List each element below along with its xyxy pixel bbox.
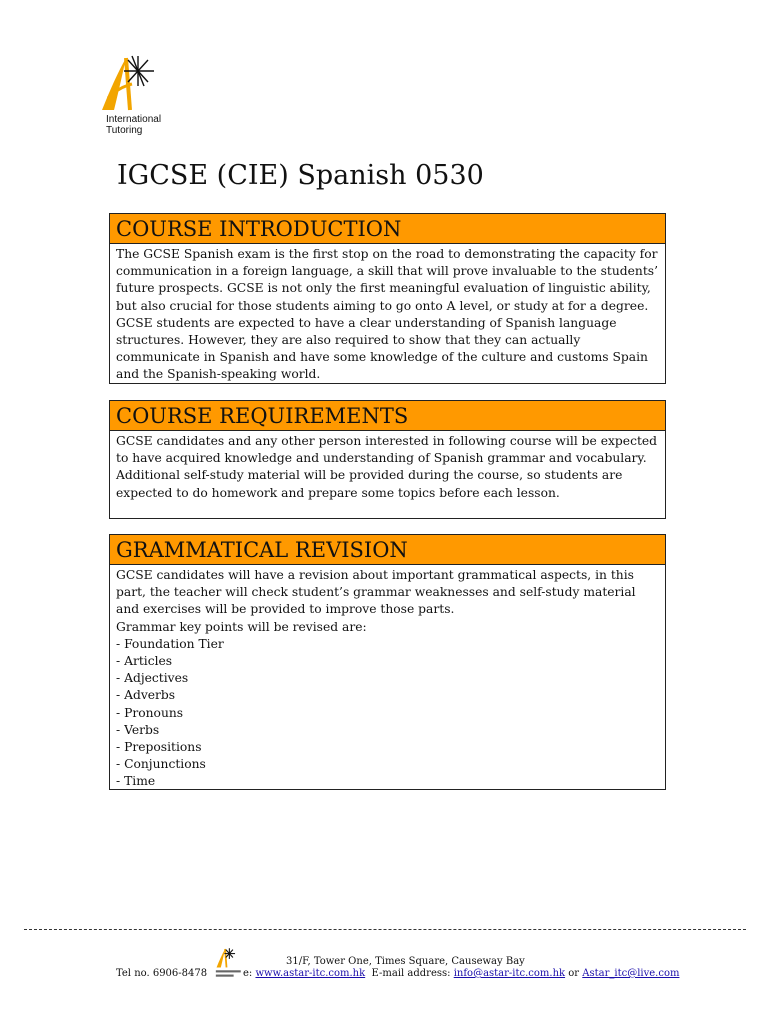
section-paragraph: The GCSE Spanish exam is the first stop on the road to demonstrating the capacity for communication in a foreign language, a skill that will prove invaluable to the students’ future prospects. GCSE is not only the first meaningful evaluation of linguistic ability, but also crucial for those students aiming to go onto A level, or study at for a degree. GCSE students are expected to have a clear understanding of Spanish language structures. However, they are also required to show that they can actually communicate in Spanish and have some knowledge of the culture and customs Spain and the Spanish-speaking world.: [116, 247, 659, 382]
section-body: [110, 431, 665, 505]
website-link[interactable]: www.astar-itc.com.hk: [255, 968, 366, 979]
section-course-requirements: [109, 400, 666, 519]
footer-logo: [213, 946, 245, 980]
logo-line-2: Tutoring: [106, 125, 143, 136]
page-title: IGCSE (CIE) Spanish 0530: [117, 160, 484, 191]
grammar-list-intro: Grammar key points will be revised are:: [116, 619, 367, 634]
list-item: - Verbs: [116, 722, 160, 737]
footer-or: or: [568, 968, 580, 979]
section-heading: COURSE REQUIREMENTS: [110, 401, 665, 431]
section-body: [110, 244, 665, 387]
list-item: - Articles: [116, 654, 173, 669]
list-item: - Conjunctions: [116, 757, 206, 772]
email-link-live[interactable]: Astar_itc@live.com: [582, 968, 680, 979]
section-course-introduction: [109, 213, 666, 384]
footer-tel: Tel no. 6906-8478: [116, 968, 208, 979]
footer-logo-mark-icon: [213, 946, 245, 980]
logo-line-1: International: [106, 114, 162, 125]
section-paragraph: GCSE candidates and any other person interested in following course will be expected to have acquired knowledge and understanding of Spanish grammar and vocabulary. Additional self-study material will be provided during the course, so students are expected to do homework and prepare some topics before each lesson.: [116, 434, 658, 500]
list-item: - Adjectives: [116, 671, 189, 686]
list-item: - Adverbs: [116, 688, 176, 703]
footer-contact-line: [243, 968, 679, 979]
company-logo: [92, 50, 182, 145]
grammar-key-points-list: [116, 636, 659, 791]
footer-address: 31/F, Tower One, Times Square, Causeway Bay: [286, 956, 525, 967]
footer-divider: [24, 929, 746, 930]
footer-email-label: E-mail address:: [371, 968, 451, 979]
section-heading: GRAMMATICAL REVISION: [110, 535, 665, 565]
section-heading: COURSE INTRODUCTION: [110, 214, 665, 244]
list-item: - Pronouns: [116, 705, 184, 720]
list-item: - Foundation Tier: [116, 636, 224, 651]
list-item: - Time: [116, 774, 156, 789]
logo-wordmark: [106, 114, 161, 136]
list-item: - Prepositions: [116, 740, 202, 755]
section-grammatical-revision: [109, 534, 666, 790]
footer-web-prefix: e:: [243, 968, 253, 979]
section-body: [110, 565, 665, 794]
logo-mark-icon: [92, 50, 182, 120]
email-link-info[interactable]: info@astar-itc.com.hk: [453, 968, 566, 979]
section-paragraph: GCSE candidates will have a revision about important grammatical aspects, in this part, the teacher will check student’s grammar weaknesses and self-study material and exercises will be provided to improve those parts.: [116, 568, 636, 617]
